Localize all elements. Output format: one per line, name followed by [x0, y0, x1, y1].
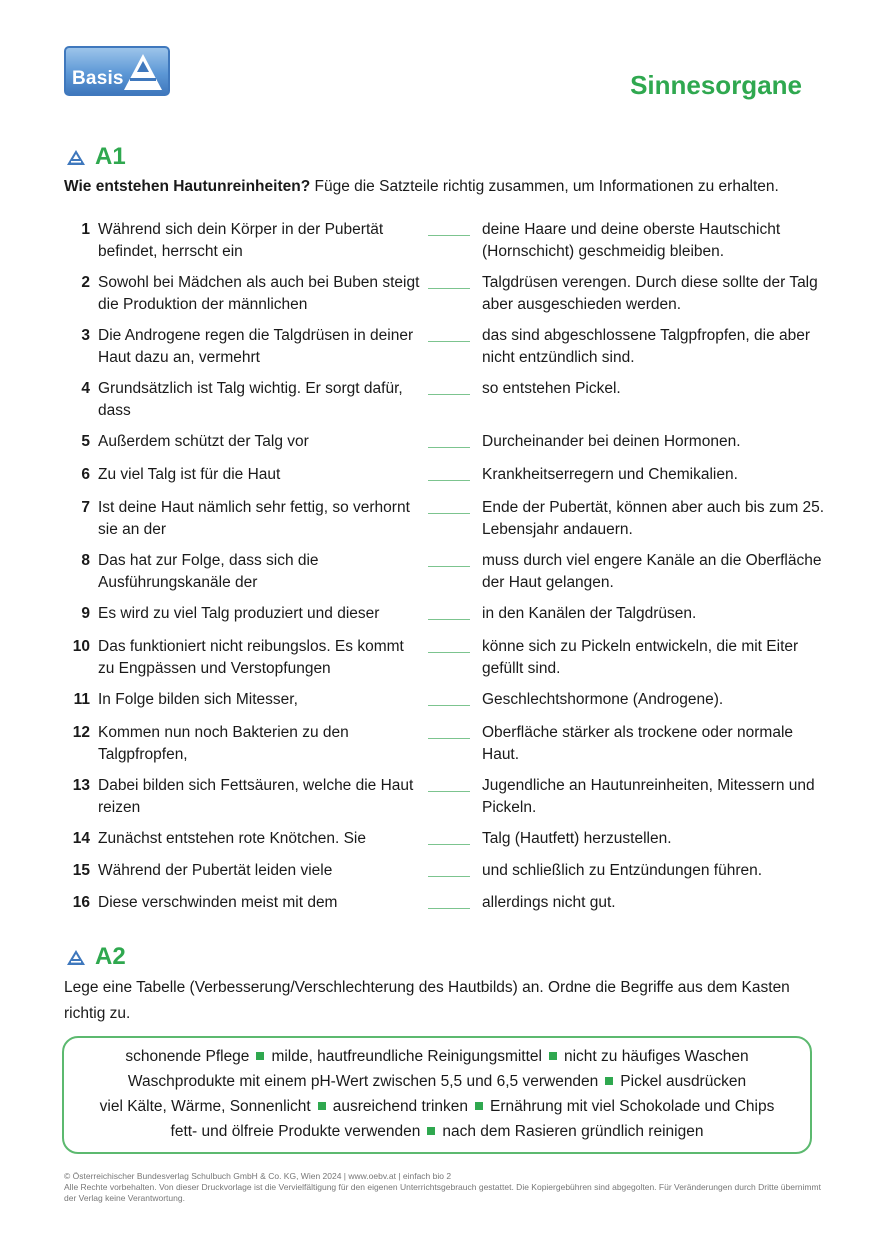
terms-box: [62, 1036, 812, 1154]
basis-logo: [64, 46, 170, 96]
row-number: 14: [72, 830, 90, 847]
pyramid-icon: [66, 949, 86, 966]
term-line: [74, 1094, 800, 1119]
sentence-end: und schließlich zu Entzündungen führen.: [482, 862, 763, 879]
term: milde, hautfreundliche Reinigungsmittel: [271, 1048, 542, 1065]
matching-row: [64, 325, 834, 369]
sentence-end: Talgdrüsen verengen. Durch diese sollte der Talg aber ausgeschieden werden.: [482, 274, 818, 313]
term-line: [74, 1069, 800, 1094]
sentence-start: Während der Pubertät leiden viele: [98, 862, 333, 879]
term: Ernährung mit viel Schokolade und Chips: [490, 1098, 775, 1115]
row-number: 12: [72, 724, 90, 741]
section-a1-heading: [66, 143, 126, 171]
row-number: 13: [72, 777, 90, 794]
answer-blank[interactable]: [428, 325, 470, 369]
sentence-start: Das funktioniert nicht reibungslos. Es kommt zu Engpässen und Verstopfungen: [98, 638, 404, 677]
row-number: 9: [81, 605, 90, 622]
term: nicht zu häufiges Waschen: [563, 1048, 749, 1065]
row-number: 10: [72, 638, 90, 655]
matching-row: [64, 775, 834, 819]
matching-row: [64, 689, 834, 711]
answer-blank[interactable]: [428, 550, 470, 594]
sentence-end: deine Haare und deine oberste Hautschicht (Hornschicht) geschmeidig bleiben.: [482, 221, 781, 260]
logo-text: Basis: [72, 68, 124, 89]
a1-question: Wie entstehen Hautunreinheiten?: [64, 178, 311, 195]
matching-row: [64, 431, 834, 453]
term: Waschprodukte mit einem pH-Wert zwischen 5,5 und 6,5 verwenden: [127, 1073, 599, 1090]
term-line: [74, 1044, 800, 1069]
section-label: A1: [95, 143, 126, 170]
sentence-start: Während sich dein Körper in der Pubertät befindet, herrscht ein: [98, 221, 384, 260]
sentence-start: Sowohl bei Mädchen als auch bei Buben steigt die Produktion der männlichen: [98, 274, 420, 313]
row-number: 15: [72, 862, 90, 879]
row-number: 3: [81, 327, 90, 344]
sentence-start: Das hat zur Folge, dass sich die Ausführungskanäle der: [98, 552, 319, 591]
answer-blank[interactable]: [428, 497, 470, 541]
a2-instruction: Lege eine Tabelle (Verbesserung/Verschlechterung des Hautbilds) an. Ordne die Begriffe aus dem Kasten richtig zu.: [64, 979, 790, 1022]
footer: [64, 1171, 824, 1204]
square-bullet-icon: [318, 1102, 326, 1110]
matching-row: [64, 722, 834, 766]
sentence-end: Oberfläche stärker als trockene oder normale Haut.: [482, 724, 794, 763]
answer-blank[interactable]: [428, 272, 470, 316]
matching-row: [64, 860, 834, 882]
square-bullet-icon: [427, 1127, 435, 1135]
matching-row: [64, 378, 834, 422]
sentence-start: Zu viel Talg ist für die Haut: [98, 466, 281, 483]
sentence-end: Jugendliche an Hautunreinheiten, Mitessern und Pickeln.: [482, 777, 815, 816]
answer-blank[interactable]: [428, 722, 470, 766]
row-number: 7: [81, 499, 90, 516]
row-number: 5: [81, 433, 90, 450]
matching-list: [64, 219, 834, 914]
pyramid-icon: [122, 51, 164, 93]
sentence-end: Krankheitserregern und Chemikalien.: [482, 466, 738, 483]
matching-row: [64, 272, 834, 316]
answer-blank[interactable]: [428, 378, 470, 422]
term: viel Kälte, Wärme, Sonnenlicht: [99, 1098, 311, 1115]
sentence-end: Durcheinander bei deinen Hormonen.: [482, 433, 741, 450]
sentence-start: Zunächst entstehen rote Knötchen. Sie: [98, 830, 366, 847]
sentence-end: muss durch viel engere Kanäle an die Oberfläche der Haut gelangen.: [482, 552, 822, 591]
sentence-start: Die Androgene regen die Talgdrüsen in deiner Haut dazu an, vermehrt: [98, 327, 414, 366]
a1-instruction-text: Füge die Satzteile richtig zusammen, um Informationen zu erhalten.: [314, 178, 779, 195]
sentence-start: Dabei bilden sich Fettsäuren, welche die Haut reizen: [98, 777, 414, 816]
answer-blank[interactable]: [428, 603, 470, 625]
answer-blank[interactable]: [428, 892, 470, 914]
matching-row: [64, 828, 834, 850]
sentence-end: Talg (Hautfett) herzustellen.: [482, 830, 672, 847]
footer-rights: Alle Rechte vorbehalten. Von dieser Druckvorlage ist die Vervielfältigung für den eigenen Unterrichtsgebrauch gestattet. Die Kopiergebühren sind abgegolten. Für Veränderungen durch Dritte übernimmt der Verlag keine Verantwortung.: [64, 1182, 821, 1203]
square-bullet-icon: [549, 1052, 557, 1060]
sentence-end: allerdings nicht gut.: [482, 894, 616, 911]
matching-row: [64, 464, 834, 486]
matching-row: [64, 497, 834, 541]
answer-blank[interactable]: [428, 431, 470, 453]
sentence-end: in den Kanälen der Talgdrüsen.: [482, 605, 697, 622]
term: nach dem Rasieren gründlich reinigen: [442, 1123, 704, 1140]
matching-row: [64, 892, 834, 914]
sentence-start: Außerdem schützt der Talg vor: [98, 433, 309, 450]
term-line: [74, 1119, 800, 1144]
row-number: 4: [81, 380, 90, 397]
matching-row: [64, 603, 834, 625]
row-number: 16: [72, 894, 90, 911]
sentence-start: Ist deine Haut nämlich sehr fettig, so verhornt sie an der: [98, 499, 410, 538]
answer-blank[interactable]: [428, 464, 470, 486]
square-bullet-icon: [256, 1052, 264, 1060]
row-number: 8: [81, 552, 90, 569]
square-bullet-icon: [475, 1102, 483, 1110]
sentence-end: das sind abgeschlossene Talgpfropfen, die aber nicht entzündlich sind.: [482, 327, 811, 366]
term: fett- und ölfreie Produkte verwenden: [170, 1123, 421, 1140]
sentence-end: Geschlechtshormone (Androgene).: [482, 691, 724, 708]
answer-blank[interactable]: [428, 828, 470, 850]
row-number: 6: [81, 466, 90, 483]
answer-blank[interactable]: [428, 689, 470, 711]
sentence-start: Grundsätzlich ist Talg wichtig. Er sorgt dafür, dass: [98, 380, 403, 419]
row-number: 1: [81, 221, 90, 238]
page-title: Sinnesorgane: [630, 70, 802, 100]
answer-blank[interactable]: [428, 775, 470, 819]
matching-row: [64, 550, 834, 594]
matching-row: [64, 636, 834, 680]
answer-blank[interactable]: [428, 636, 470, 680]
sentence-start: In Folge bilden sich Mitesser,: [98, 691, 298, 708]
section-label: A2: [95, 943, 126, 970]
sentence-end: Ende der Pubertät, können aber auch bis zum 25. Lebensjahr andauern.: [482, 499, 825, 538]
term: Pickel ausdrücken: [620, 1073, 747, 1090]
pyramid-icon: [66, 149, 86, 166]
answer-blank[interactable]: [428, 860, 470, 882]
row-number: 11: [73, 691, 90, 708]
footer-copyright: © Österreichischer Bundesverlag Schulbuch GmbH & Co. KG, Wien 2024 | www.oebv.at | einfach bio 2: [64, 1171, 452, 1181]
square-bullet-icon: [605, 1077, 613, 1085]
a1-instruction: [64, 178, 834, 196]
sentence-start: Diese verschwinden meist mit dem: [98, 894, 338, 911]
sentence-start: Kommen nun noch Bakterien zu den Talgpfropfen,: [98, 724, 349, 763]
sentence-start: Es wird zu viel Talg produziert und dieser: [98, 605, 380, 622]
row-number: 2: [81, 274, 90, 291]
matching-row: [64, 219, 834, 263]
sentence-end: könne sich zu Pickeln entwickeln, die mit Eiter gefüllt sind.: [482, 638, 799, 677]
sentence-end: so entstehen Pickel.: [482, 380, 621, 397]
term: schonende Pflege: [125, 1048, 250, 1065]
answer-blank[interactable]: [428, 219, 470, 263]
section-a2-heading: [66, 943, 126, 971]
term: ausreichend trinken: [332, 1098, 469, 1115]
